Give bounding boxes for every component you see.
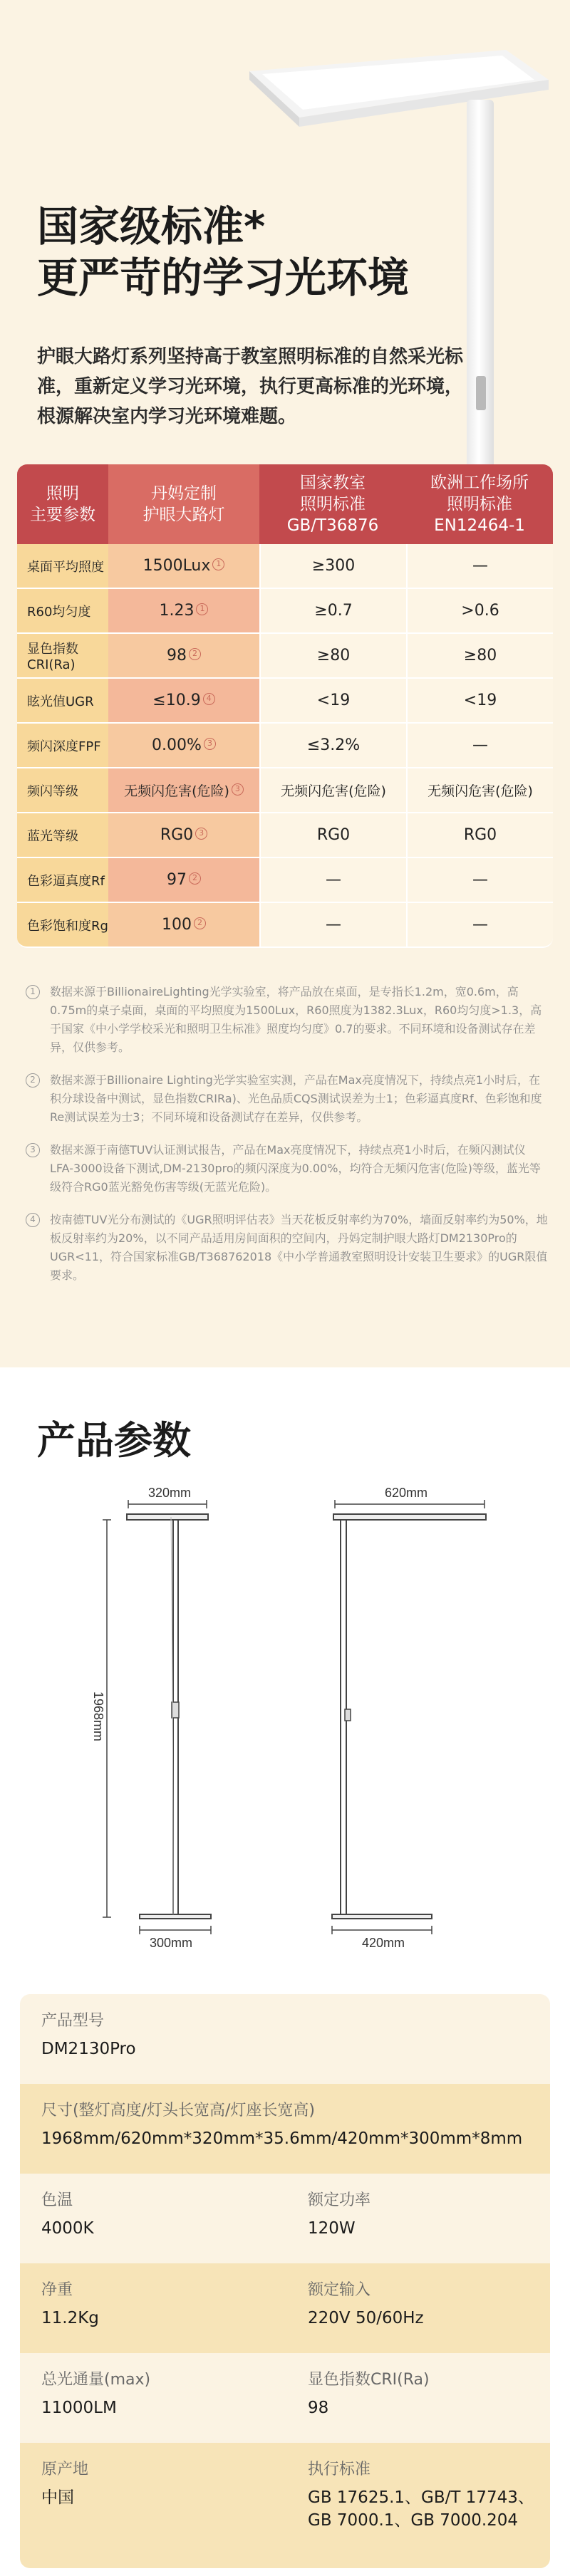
row-gb: ≤3.2% (259, 724, 406, 768)
comparison-table-wrapper (17, 464, 553, 948)
row-ours: 1500Lux $^1$ (108, 544, 259, 589)
row-ours: 1.23 $^1$ (108, 589, 259, 634)
hero-description: 护眼大路灯系列坚持高于教室照明标准的自然采光标准，重新定义学习光环境，执行更高标准的光环境，根源解决室内学习光环境难题。 (37, 346, 464, 427)
footnote-number: 4 (26, 1213, 40, 1227)
note-ref: 2 (189, 648, 201, 660)
dimension-diagram (0, 1474, 570, 1959)
spec-value: 220V 50/60Hz (308, 2309, 424, 2327)
row-en: 无频闪危害(危险) (406, 768, 553, 813)
header-ours: 丹妈定制 护眼大路灯 (108, 464, 259, 544)
row-param: 显色指数CRI(Ra) (17, 634, 108, 679)
row-gb: ≥0.7 (259, 589, 406, 634)
footnote-text: 数据来源于南德TUV认证测试报告，产品在Max亮度情况下，持续点亮1小时后，在频闪测试仪LFA-3000设备下测试,DM-2130pro的频闪深度为0.00%，均符合无频闪危害(危险)等级，蓝光等级符合RG0蓝光豁免伤害等级(无蓝光危险)。 (50, 1143, 541, 1194)
row-ours: 0.00% $^3$ (108, 724, 259, 768)
params-section (0, 1367, 570, 2576)
dim-left-bottom: 300mm (150, 1936, 193, 1950)
table-row (17, 589, 553, 634)
spec-value: 1968mm/620mm*320mm*35.6mm/420mm*300mm*8mm (41, 2129, 523, 2148)
header-en: 欧洲工作场所 照明标准 EN12464-1 (406, 464, 553, 544)
spec-label: 总光通量(max) (41, 2371, 151, 2389)
row-gb: <19 (259, 679, 406, 724)
table-row (17, 679, 553, 724)
footnote-text: 数据来源于Billionaire Lighting光学实验室实测，产品在Max亮度情况下，持续点亮1小时后，在积分球设备中测试，显色指数CRIRa)、光色品质CQS测试误差为士1；色彩逼真度Rf、色彩饱和度Re测试误差为士3；不同环境和设备测试存在差异，仅供参考。 (50, 1073, 542, 1124)
comparison-table (17, 464, 553, 948)
spec-row-cct-power (20, 2174, 550, 2263)
row-gb: — (259, 903, 406, 948)
row-gb: 无频闪危害(危险) (259, 768, 406, 813)
side-view-drawing (103, 1500, 211, 1934)
row-ours: 98 $^2$ (108, 634, 259, 679)
row-param: 眩光值UGR (17, 679, 108, 724)
dim-left-height: 1968mm (91, 1691, 105, 1742)
row-en: — (406, 903, 553, 948)
header-gb: 国家教室 照明标准 GB/T36876 (259, 464, 406, 544)
table-row (17, 544, 553, 589)
spec-row-weight-input (20, 2263, 550, 2353)
spec-value: DM2130Pro (41, 2040, 136, 2058)
note-ref: 1 (212, 558, 224, 570)
table-header-row (17, 464, 553, 544)
row-gb: — (259, 858, 406, 903)
spec-label: 净重 (41, 2281, 73, 2299)
note-ref: 3 (204, 738, 216, 750)
note-ref: 1 (196, 603, 208, 615)
footnote (21, 1211, 549, 1285)
table-row (17, 903, 553, 948)
note-ref: 3 (195, 828, 207, 840)
spec-label: 原产地 (41, 2461, 89, 2478)
spec-label: 产品型号 (41, 2012, 105, 2030)
lamp-head-illustration (249, 50, 549, 128)
spec-row-model (20, 1994, 550, 2084)
row-param: 频闪等级 (17, 768, 108, 813)
spec-row-size (20, 2084, 550, 2174)
dim-left-top: 320mm (148, 1486, 192, 1500)
spec-label: 额定功率 (308, 2191, 371, 2209)
note-ref: 2 (189, 872, 201, 885)
spec-value: 4000K (41, 2219, 94, 2238)
spec-value: GB 17625.1、GB/T 17743、GB 7000.1、GB 7000.204 (308, 2488, 534, 2530)
row-param: 桌面平均照度 (17, 544, 108, 589)
note-ref: 2 (194, 917, 206, 929)
spec-label: 显色指数CRI(Ra) (308, 2371, 430, 2389)
footnote-number: 1 (26, 985, 40, 999)
row-gb: ≥80 (259, 634, 406, 679)
row-param: 频闪深度FPF (17, 724, 108, 768)
row-en: — (406, 724, 553, 768)
dim-right-top: 620mm (385, 1486, 428, 1500)
row-en: >0.6 (406, 589, 553, 634)
footnote-text: 按南德TUV光分布测试的《UGR照明评估表》当天花板反射率约为70%，墙面反射率约为50%，地板反射率约为20%，以不同产品适用房间面积的空间内，丹妈定制护眼大路灯DM2130Pro的UGR<11，符合国家标准GB/T368762018《中小学普通教室照明设计安装卫生要求》的UGR限值要求。 (50, 1213, 548, 1282)
table-row (17, 813, 553, 858)
spec-value: 120W (308, 2219, 356, 2238)
spec-value: 11.2Kg (41, 2309, 99, 2327)
hero-title-line2: 更严苛的学习光环境 (37, 254, 410, 302)
spec-label: 色温 (41, 2191, 73, 2209)
table-row (17, 634, 553, 679)
footnote (21, 1141, 549, 1196)
row-en: <19 (406, 679, 553, 724)
dim-right-bottom: 420mm (362, 1936, 405, 1950)
table-row (17, 724, 553, 768)
footnote (21, 1071, 549, 1127)
row-param: 色彩逼真度Rf (17, 858, 108, 903)
front-view-drawing (332, 1500, 486, 1934)
spec-row-origin-std (20, 2443, 550, 2568)
footnote (21, 983, 549, 1057)
row-ours: 无频闪危害(危险) $^3$ (108, 768, 259, 813)
params-title: 产品参数 (37, 1418, 191, 1463)
footnote-text: 数据来源于BillionaireLighting光学实验室，将产品放在桌面，是专指长1.2m，宽0.6m，高0.75m的桌子桌面，桌面的平均照度为1500Lux，R60照度为1382.3Lux，R60均匀度>1.3，高于国家《中小学学校采光和照明卫生标准》照度均匀度》0.7的要求。不同环境和设备测试存在差异，仅供参考。 (50, 985, 542, 1054)
note-ref: 3 (232, 783, 244, 796)
hero-title (37, 201, 479, 303)
row-gb: ≥300 (259, 544, 406, 589)
row-en: ≥80 (406, 634, 553, 679)
row-ours: 100 $^2$ (108, 903, 259, 948)
row-gb: RG0 (259, 813, 406, 858)
table-row (17, 768, 553, 813)
spec-card (20, 1994, 550, 2568)
row-ours: ≤10.9 $^4$ (108, 679, 259, 724)
footnote-number: 2 (26, 1073, 40, 1088)
spec-value: 中国 (41, 2488, 74, 2507)
footnotes (21, 983, 549, 1299)
row-en: RG0 (406, 813, 553, 858)
hero-title-line1: 国家级标准* (37, 202, 266, 251)
row-ours: 97 $^2$ (108, 858, 259, 903)
row-en: — (406, 858, 553, 903)
note-ref: 4 (203, 693, 215, 705)
hero-section (0, 0, 570, 466)
header-param: 照明 主要参数 (17, 464, 108, 544)
spec-value: 11000LM (41, 2399, 117, 2417)
footnote-number: 3 (26, 1143, 40, 1157)
spec-value: 98 (308, 2399, 329, 2417)
table-row (17, 858, 553, 903)
row-param: 蓝光等级 (17, 813, 108, 858)
spec-label: 执行标准 (308, 2461, 371, 2478)
spec-row-flux-cri (20, 2353, 550, 2443)
row-ours: RG0 $^3$ (108, 813, 259, 858)
row-param: R60均匀度 (17, 589, 108, 634)
row-en: — (406, 544, 553, 589)
row-param: 色彩饱和度Rg (17, 903, 108, 948)
spec-label: 额定输入 (308, 2281, 371, 2299)
spec-label: 尺寸(整灯高度/灯头长宽高/灯座长宽高) (41, 2102, 315, 2119)
